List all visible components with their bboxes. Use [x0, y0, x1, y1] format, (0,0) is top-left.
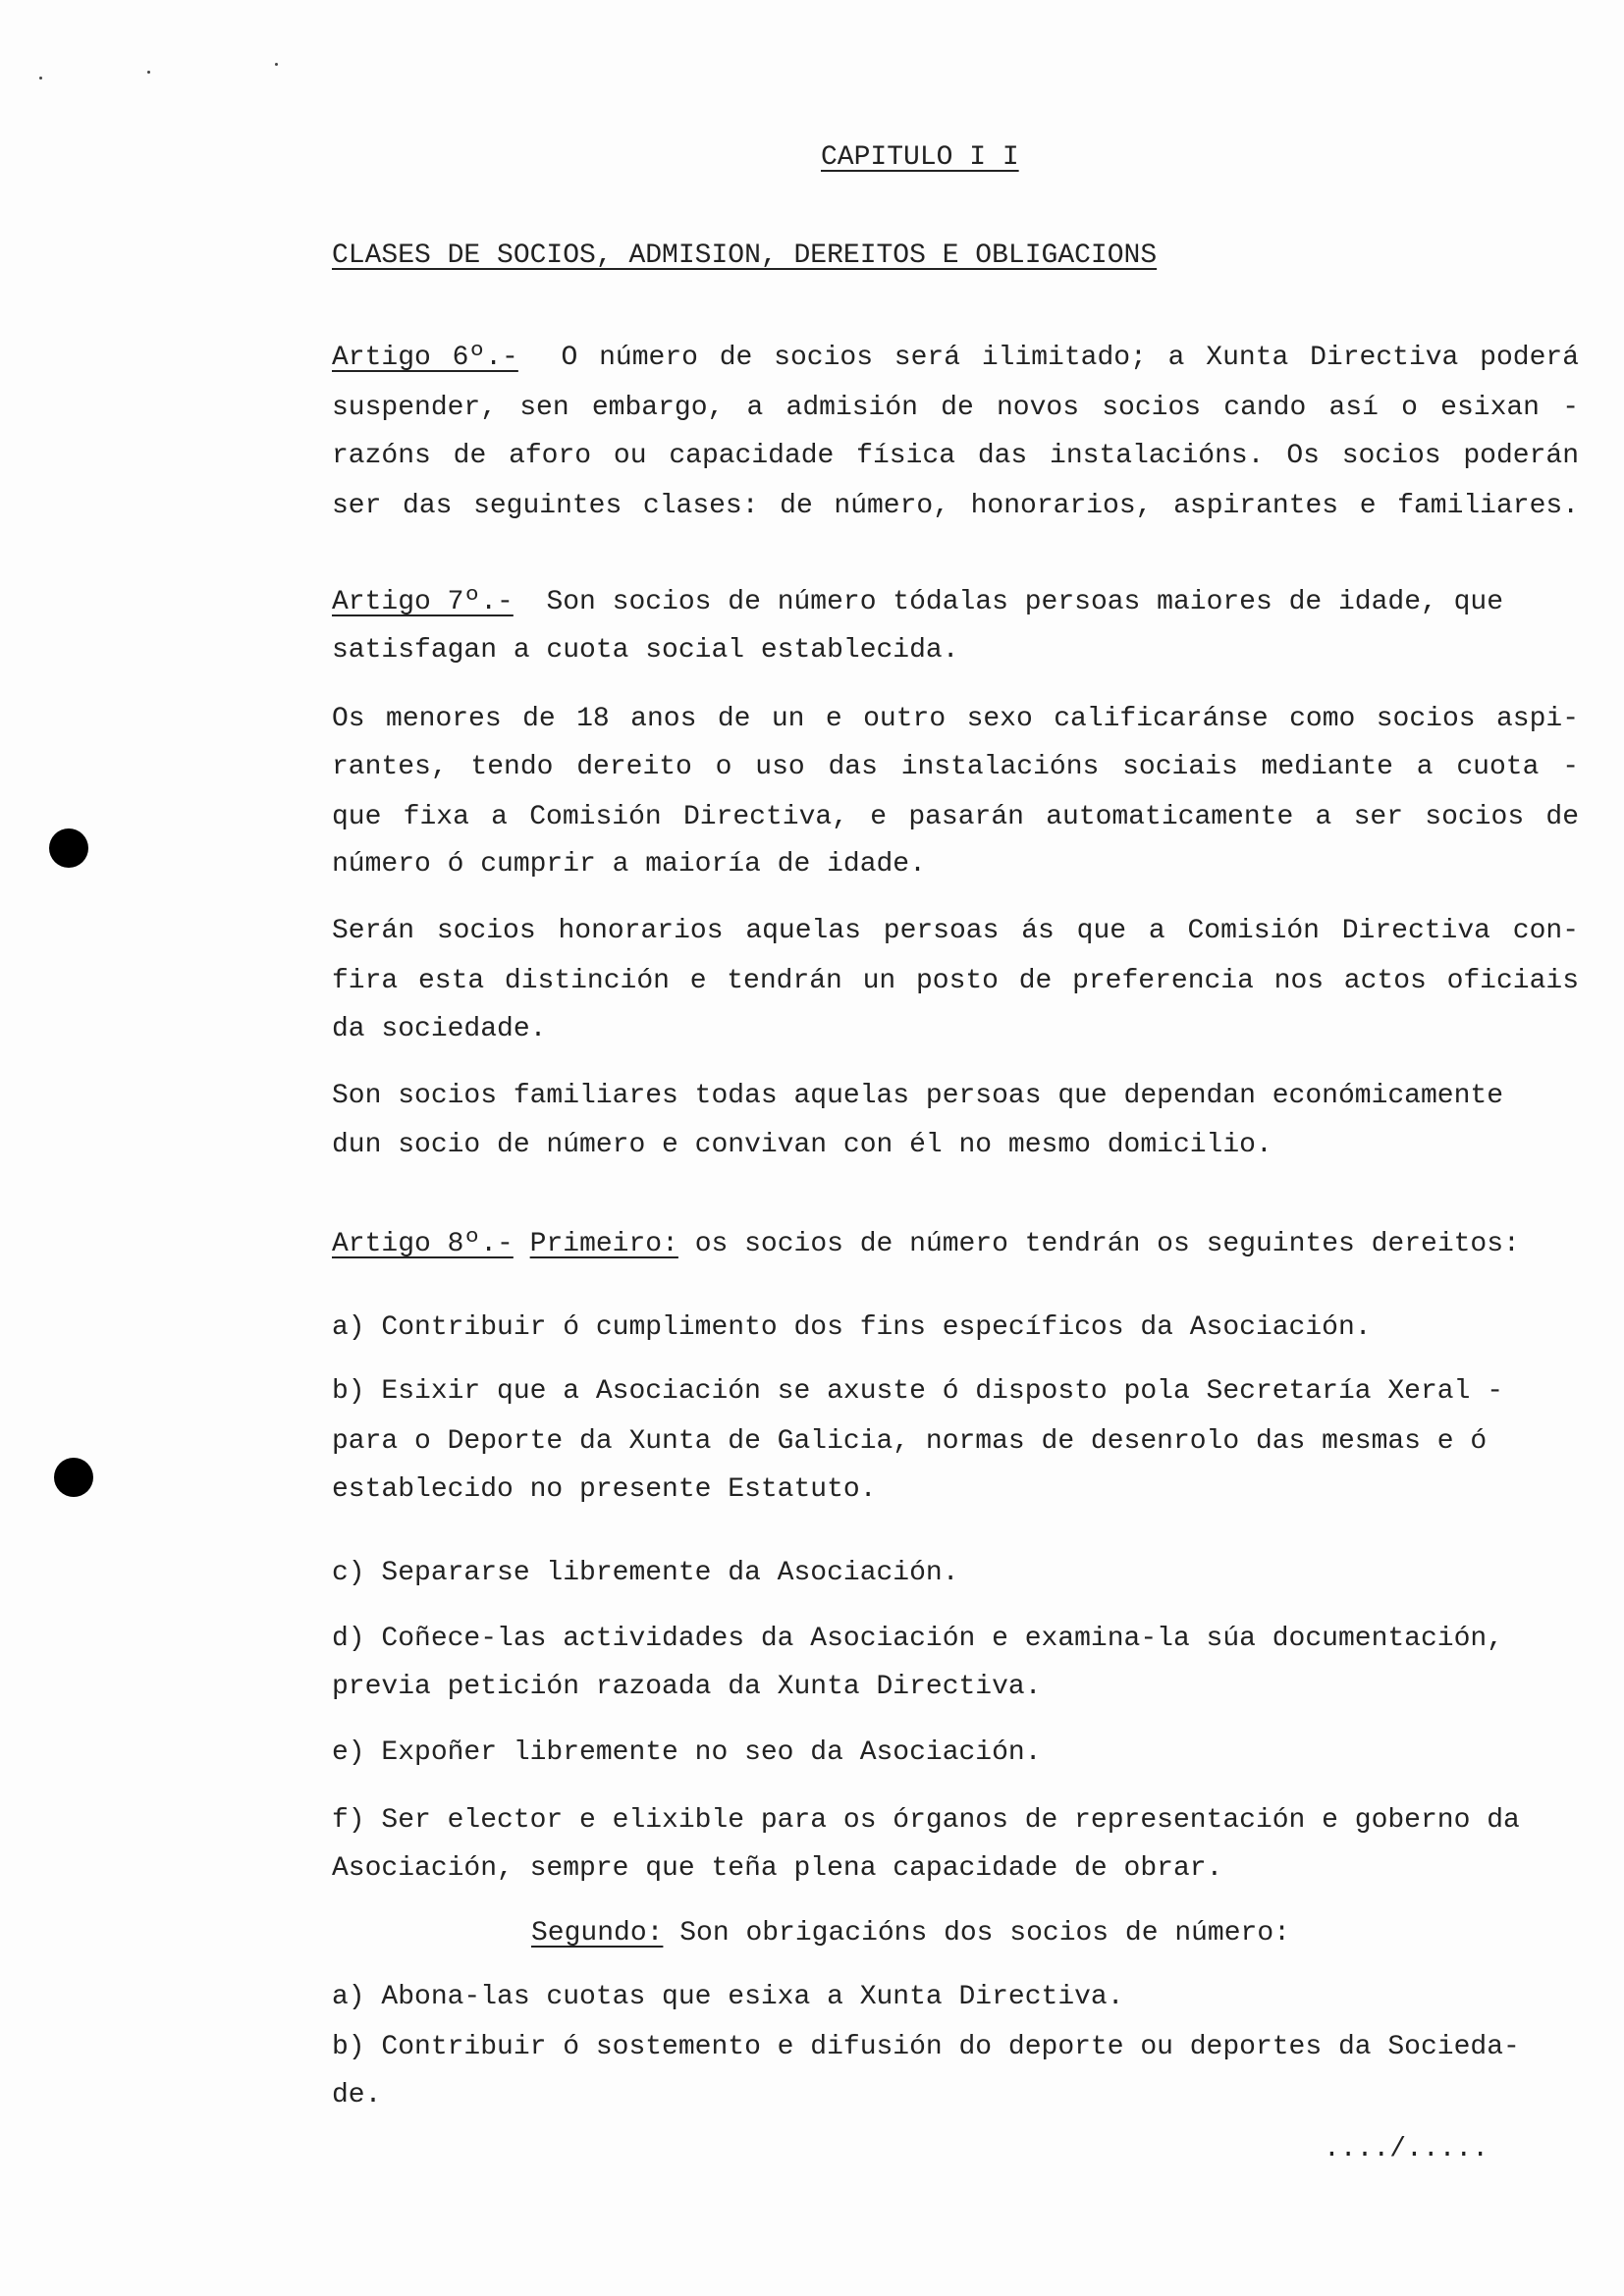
- art7-line: fira esta distinción e tendrán un posto de preferencia nos actos oficiais: [332, 966, 1579, 996]
- obligation-item: de.: [332, 2080, 382, 2110]
- section-heading: [332, 239, 1157, 274]
- art6-label: Artigo 6º.-: [332, 343, 518, 373]
- right-item: f) Ser elector e elixible para os órganos de representación e goberno da: [332, 1805, 1520, 1836]
- text: os socios de número tendrán os seguintes dereitos:: [694, 1229, 1520, 1259]
- punch-hole: [54, 1458, 93, 1497]
- text: Son socios de número tódalas persoas maiores de idade, que: [546, 587, 1504, 617]
- obligation-item: b) Contribuir ó sostemento e difusión do deporte ou deportes da Socieda-: [332, 2032, 1520, 2062]
- continuation-mark: ..../.....: [1324, 2134, 1489, 2164]
- art7-line: que fixa a Comisión Directiva, e pasarán automaticamente a ser socios de: [332, 802, 1579, 832]
- art7-line: da sociedade.: [332, 1014, 547, 1044]
- art7-label: Artigo 7º.-: [332, 587, 514, 617]
- scan-speck: [275, 63, 278, 66]
- text: O número de socios será ilimitado; a Xunta Directiva poderá: [561, 343, 1579, 373]
- art6-line: ser das seguintes clases: de número, honorarios, aspirantes e familiares.: [332, 491, 1579, 521]
- right-item: e) Expoñer libremente no seo da Asociación.: [332, 1737, 1042, 1768]
- art8-label: Artigo 8º.-: [332, 1229, 514, 1259]
- art8-first-label: Primeiro:: [529, 1229, 678, 1259]
- art7-line: número ó cumprir a maioría de idade.: [332, 849, 926, 880]
- art7-line: Son socios familiares todas aquelas persoas que dependan económicamente: [332, 1081, 1503, 1111]
- right-item: a) Contribuir ó cumplimento dos fins específicos da Asociación.: [332, 1312, 1372, 1343]
- art7-line: Serán socios honorarios aquelas persoas ás que a Comisión Directiva con-: [332, 916, 1579, 946]
- art6-line: razóns de aforo ou capacidade física das instalacións. Os socios poderán: [332, 441, 1579, 471]
- right-item: Asociación, sempre que teña plena capacidade de obrar.: [332, 1853, 1223, 1884]
- art7-line: [332, 585, 1503, 620]
- right-item: d) Coñece-las actividades da Asociación e examina-la súa documentación,: [332, 1624, 1503, 1654]
- art8-line: [332, 1227, 1520, 1262]
- right-item: para o Deporte da Xunta de Galicia, normas de desenrolo das mesmas e ó: [332, 1426, 1488, 1457]
- obligation-item: a) Abona-las cuotas que esixa a Xunta Directiva.: [332, 1982, 1124, 2012]
- right-item: c) Separarse libremente da Asociación.: [332, 1558, 959, 1588]
- art7-line: satisfagan a cuota social establecida.: [332, 635, 959, 666]
- art6-line: [332, 341, 1579, 376]
- section-heading-text: CLASES DE SOCIOS, ADMISION, DEREITOS E OBLIGACIONS: [332, 240, 1158, 271]
- art8-second-line: [531, 1916, 1290, 1951]
- chapter-title: [821, 140, 1019, 176]
- right-item: establecido no presente Estatuto.: [332, 1474, 877, 1505]
- scan-speck: [147, 71, 150, 74]
- right-item: previa petición razoada da Xunta Directiva.: [332, 1672, 1042, 1702]
- art7-line: dun socio de número e convivan con él no mesmo domicilio.: [332, 1130, 1272, 1160]
- chapter-title-text: CAPITULO I I: [821, 142, 1019, 173]
- punch-hole: [49, 828, 88, 868]
- scan-speck: [39, 77, 42, 80]
- text: Son obrigacións dos socios de número:: [679, 1918, 1290, 1949]
- right-item: b) Esixir que a Asociación se axuste ó disposto pola Secretaría Xeral -: [332, 1376, 1503, 1407]
- art7-line: Os menores de 18 anos de un e outro sexo calificaránse como socios aspi-: [332, 704, 1579, 734]
- art6-line: suspender, sen embargo, a admisión de novos socios cando así o esixan -: [332, 393, 1579, 423]
- art8-second-label: Segundo:: [531, 1918, 664, 1949]
- art7-line: rantes, tendo dereito o uso das instalacións sociais mediante a cuota -: [332, 752, 1579, 782]
